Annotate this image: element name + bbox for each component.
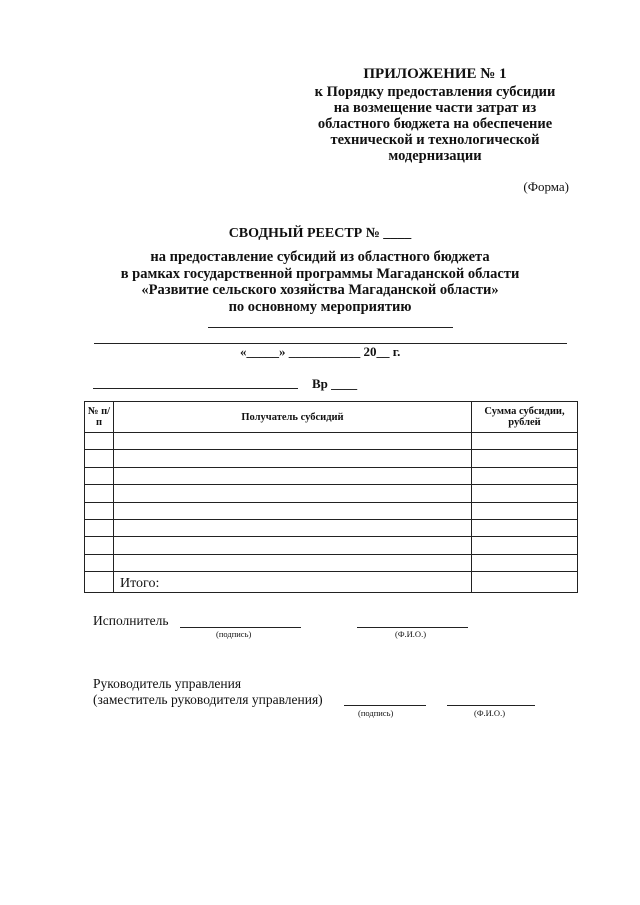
table-cell[interactable] bbox=[472, 519, 578, 536]
table-cell[interactable] bbox=[85, 537, 114, 554]
table-cell[interactable] bbox=[472, 485, 578, 502]
appendix-block bbox=[300, 66, 570, 164]
total-label-text: Итого: bbox=[120, 576, 160, 592]
table-row bbox=[85, 433, 578, 450]
table-cell[interactable] bbox=[85, 519, 114, 536]
table-cell[interactable] bbox=[472, 450, 578, 467]
table-cell[interactable] bbox=[114, 433, 472, 450]
vr-label: Вр ____ bbox=[312, 376, 358, 391]
table-row bbox=[85, 554, 578, 571]
executor-name-hint: (Ф.И.О.) bbox=[395, 629, 427, 639]
appendix-line-5: модернизации bbox=[388, 148, 482, 164]
register-date: «_____» ___________ 20__ г. bbox=[240, 344, 401, 359]
table-cell bbox=[85, 572, 114, 593]
table-cell[interactable] bbox=[85, 467, 114, 484]
register-subtitle bbox=[80, 249, 560, 315]
total-label bbox=[114, 572, 472, 593]
table-cell[interactable] bbox=[472, 433, 578, 450]
appendix-title: ПРИЛОЖЕНИЕ № 1 bbox=[363, 66, 507, 82]
appendix-line-2: на возмещение части затрат из bbox=[333, 100, 537, 116]
table-cell[interactable] bbox=[472, 502, 578, 519]
header-recipient: Получатель субсидий bbox=[114, 402, 472, 433]
table-cell[interactable] bbox=[85, 450, 114, 467]
table-cell[interactable] bbox=[114, 450, 472, 467]
executor-signature-hint: (подпись) bbox=[216, 629, 252, 639]
head-name-line[interactable] bbox=[447, 705, 535, 706]
total-value[interactable] bbox=[472, 572, 578, 593]
executor-label: Исполнитель bbox=[93, 613, 169, 628]
event-blank-line bbox=[208, 327, 453, 328]
table-cell[interactable] bbox=[85, 433, 114, 450]
executor-signature-line[interactable] bbox=[180, 627, 301, 628]
table-total-row bbox=[85, 572, 578, 593]
table-cell[interactable] bbox=[472, 537, 578, 554]
table-cell[interactable] bbox=[114, 537, 472, 554]
table-header-row bbox=[85, 402, 578, 433]
blank-line-left bbox=[93, 388, 298, 389]
head-label-line-1: Руководитель управления bbox=[93, 676, 242, 691]
register-subtitle-line-2: в рамках государственной программы Магаданской области bbox=[120, 265, 520, 282]
table-row bbox=[85, 450, 578, 467]
appendix-line-4: технической и технологической bbox=[330, 132, 540, 148]
appendix-line-3: областного бюджета на обеспечение bbox=[317, 116, 553, 132]
register-subtitle-line-4: по основному мероприятию bbox=[228, 298, 412, 315]
head-name-hint: (Ф.И.О.) bbox=[474, 708, 506, 718]
appendix-line-1: к Порядку предоставления субсидии bbox=[314, 84, 556, 100]
executor-name-line[interactable] bbox=[357, 627, 468, 628]
table-cell[interactable] bbox=[472, 554, 578, 571]
table-cell[interactable] bbox=[472, 467, 578, 484]
form-label: (Форма) bbox=[523, 179, 569, 194]
table-cell[interactable] bbox=[85, 502, 114, 519]
register-table bbox=[84, 401, 578, 593]
table-cell[interactable] bbox=[114, 519, 472, 536]
header-sum: Сумма субсидии, рублей bbox=[472, 402, 578, 433]
register-subtitle-line-3: «Развитие сельского хозяйства Магаданской области» bbox=[141, 282, 499, 298]
head-signature-line[interactable] bbox=[344, 705, 426, 706]
table-row bbox=[85, 519, 578, 536]
table-cell[interactable] bbox=[114, 502, 472, 519]
register-subtitle-line-1: на предоставление субсидий из областного бюджета bbox=[150, 249, 490, 265]
table-row bbox=[85, 502, 578, 519]
table-cell[interactable] bbox=[114, 554, 472, 571]
table-cell[interactable] bbox=[85, 485, 114, 502]
head-signature-hint: (подпись) bbox=[358, 708, 394, 718]
table-cell[interactable] bbox=[85, 554, 114, 571]
table-cell[interactable] bbox=[114, 485, 472, 502]
table-row bbox=[85, 467, 578, 484]
table-row bbox=[85, 537, 578, 554]
table-row bbox=[85, 485, 578, 502]
register-title: СВОДНЫЙ РЕЕСТР № ____ bbox=[228, 226, 412, 241]
head-label-line-2: (заместитель руководителя управления) bbox=[93, 692, 323, 707]
header-num: № п/п bbox=[85, 402, 114, 433]
table-cell[interactable] bbox=[114, 467, 472, 484]
